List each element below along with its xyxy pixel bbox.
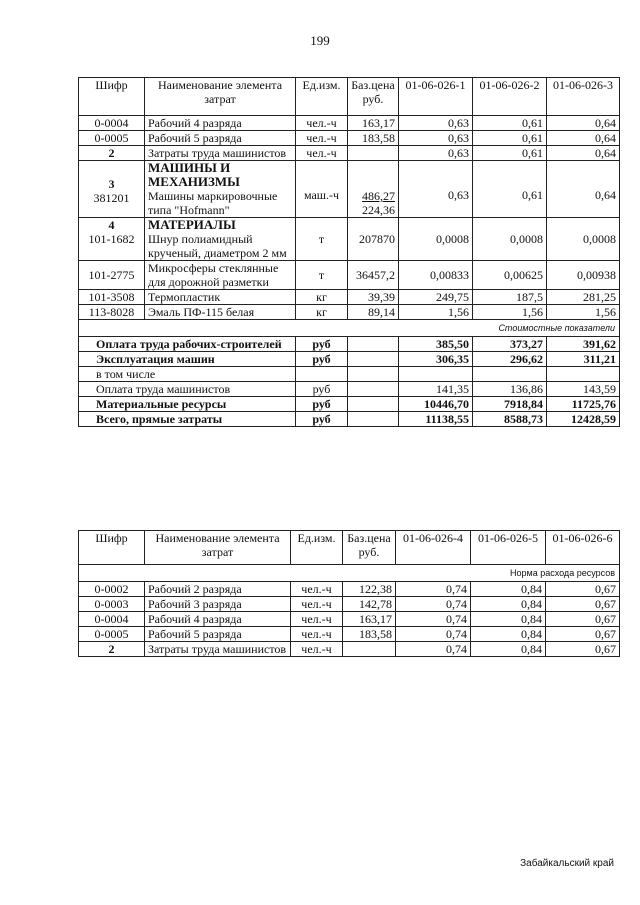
table-row	[79, 146, 620, 161]
summary-empty	[348, 397, 399, 412]
cell-value-3: 0,64	[547, 116, 620, 131]
header-name: Наименование элемента затрат	[145, 78, 296, 116]
cell-value-2: 0,61	[473, 146, 547, 161]
cell-value-1: 0,63	[399, 131, 473, 146]
section-number: 3	[108, 177, 115, 191]
summary-empty	[348, 382, 399, 397]
cell-value-3: 0,67	[546, 597, 620, 612]
cell-price: 163,17	[343, 612, 396, 627]
cell-value-3: 0,67	[546, 642, 620, 657]
cell-name: Машины маркировочные типа "Hofmann"	[148, 189, 278, 217]
cell-unit: чел.-ч	[296, 146, 348, 161]
summary-unit: руб	[296, 397, 348, 412]
cell-price: 163,17	[348, 116, 399, 131]
section-code	[79, 218, 145, 261]
cell-name: Рабочий 4 разряда	[145, 612, 291, 627]
cell-code: 0-0005	[79, 131, 145, 146]
cell-value-2: 0,61	[473, 116, 547, 131]
cell-unit: чел.-ч	[296, 116, 348, 131]
table-row	[79, 627, 620, 642]
header-col-6: 01-06-026-6	[546, 531, 620, 565]
cell-price: 36457,2	[348, 261, 399, 290]
norm-note-row	[79, 565, 620, 582]
summary-name: в том числе	[79, 367, 296, 382]
summary-value-3: 11725,76	[547, 397, 620, 412]
header-col-3: 01-06-026-3	[547, 78, 620, 116]
cell-price: 39,39	[348, 290, 399, 305]
cell-name: Рабочий 3 разряда	[145, 597, 291, 612]
cell-code: 0-0002	[79, 582, 145, 597]
cell-value-1: 0,63	[399, 161, 473, 218]
resource-table-1	[78, 77, 620, 427]
cost-note-row	[79, 320, 620, 337]
header-col-5: 01-06-026-5	[471, 531, 546, 565]
cell-code: 101-3508	[79, 290, 145, 305]
cell-value-3: 0,00938	[547, 261, 620, 290]
region-footer: Забайкальский край	[520, 858, 614, 869]
cell-price: 183,58	[348, 131, 399, 146]
summary-value-3: 143,59	[547, 382, 620, 397]
cell-value-2: 0,84	[471, 627, 546, 642]
price-top: 486,27	[362, 189, 395, 203]
cell-unit: т	[296, 261, 348, 290]
summary-row	[79, 367, 620, 382]
cell-value-2: 0,84	[471, 612, 546, 627]
cell-code: 0-0004	[79, 116, 145, 131]
header-col-2: 01-06-026-2	[473, 78, 547, 116]
summary-name: Оплата труда машинистов	[79, 382, 296, 397]
summary-unit: руб	[296, 382, 348, 397]
cell-value-3: 0,67	[546, 612, 620, 627]
cell-value-3: 0,64	[547, 146, 620, 161]
table-row	[79, 261, 620, 290]
summary-value-2: 7918,84	[473, 397, 547, 412]
cell-name: Затраты труда машинистов	[145, 642, 291, 657]
cell-value-2: 0,00625	[473, 261, 547, 290]
summary-value-1: 306,35	[399, 352, 473, 367]
cell-value-2: 0,61	[473, 161, 547, 218]
summary-empty	[348, 367, 399, 382]
summary-unit: руб	[296, 412, 348, 427]
summary-row	[79, 397, 620, 412]
summary-unit: руб	[296, 352, 348, 367]
header-col-1: 01-06-026-1	[399, 78, 473, 116]
cell-value-1: 0,63	[399, 116, 473, 131]
summary-value-1: 11138,55	[399, 412, 473, 427]
cell-unit: чел.-ч	[291, 642, 343, 657]
summary-value-3: 12428,59	[547, 412, 620, 427]
cell-price: 142,78	[343, 597, 396, 612]
summary-value-1: 10446,70	[399, 397, 473, 412]
section-row-machines	[79, 161, 620, 218]
table-row	[79, 305, 620, 320]
cell-value-1: 0,63	[399, 146, 473, 161]
table-row	[79, 131, 620, 146]
summary-value-1: 385,50	[399, 337, 473, 352]
cell-code: 0-0003	[79, 597, 145, 612]
cell-value-3: 0,67	[546, 582, 620, 597]
header-price: Баз.цена руб.	[348, 78, 399, 116]
cell-value-1: 0,74	[396, 627, 471, 642]
summary-row	[79, 337, 620, 352]
section-title: МАШИНЫ И МЕХАНИЗМЫ	[148, 160, 240, 189]
cell-unit: чел.-ч	[291, 612, 343, 627]
cost-indicators-label: Стоимостные показатели	[79, 320, 620, 337]
summary-value-3	[547, 367, 620, 382]
section-title: МАТЕРИАЛЫ	[148, 217, 236, 232]
table-header-row	[79, 531, 620, 565]
cell-name: Рабочий 4 разряда	[145, 116, 296, 131]
cell-code: 0-0005	[79, 627, 145, 642]
header-unit: Ед.изм.	[291, 531, 343, 565]
summary-row	[79, 382, 620, 397]
summary-value-2	[473, 367, 547, 382]
cell-name: Рабочий 5 разряда	[145, 627, 291, 642]
cell-code: 381201	[93, 191, 130, 205]
summary-unit: руб	[296, 337, 348, 352]
cell-code: 113-8028	[79, 305, 145, 320]
cell-name: Эмаль ПФ-115 белая	[145, 305, 296, 320]
header-code: Шифр	[79, 531, 145, 565]
cell-code: 2	[79, 642, 145, 657]
cell-value-3: 0,67	[546, 627, 620, 642]
cell-value-1: 0,0008	[399, 218, 473, 261]
cell-value-3: 0,64	[547, 131, 620, 146]
cell-value-3: 1,56	[547, 305, 620, 320]
cell-name: Затраты труда машинистов	[145, 146, 296, 161]
cell-value-3: 0,64	[547, 161, 620, 218]
cell-value-2: 0,84	[471, 582, 546, 597]
summary-value-2: 8588,73	[473, 412, 547, 427]
table-row	[79, 290, 620, 305]
cell-value-1: 1,56	[399, 305, 473, 320]
cell-value-2: 0,84	[471, 597, 546, 612]
cell-name: Шнур полиамидный крученый, диаметром 2 мм	[148, 232, 287, 260]
cell-name: Термопластик	[145, 290, 296, 305]
summary-name: Оплата труда рабочих-строителей	[79, 337, 296, 352]
summary-empty	[348, 412, 399, 427]
cell-value-1: 0,74	[396, 612, 471, 627]
cell-price: 122,38	[343, 582, 396, 597]
summary-value-2: 136,86	[473, 382, 547, 397]
resource-table-2	[78, 530, 620, 657]
summary-value-3: 391,62	[547, 337, 620, 352]
cell-unit: т	[296, 218, 348, 261]
section-cell	[145, 218, 296, 261]
cell-code: 2	[79, 146, 145, 161]
header-price: Баз.цена руб.	[343, 531, 396, 565]
cell-value-1: 0,00833	[399, 261, 473, 290]
cell-value-2: 0,0008	[473, 218, 547, 261]
summary-value-2: 373,27	[473, 337, 547, 352]
cell-code: 101-2775	[79, 261, 145, 290]
summary-name: Материальные ресурсы	[79, 397, 296, 412]
section-number: 4	[108, 218, 115, 232]
cell-unit: маш.-ч	[296, 161, 348, 218]
summary-value-1: 141,35	[399, 382, 473, 397]
summary-value-1	[399, 367, 473, 382]
cell-value-2: 187,5	[473, 290, 547, 305]
cell-unit: чел.-ч	[291, 597, 343, 612]
table-header-row	[79, 78, 620, 116]
table-row	[79, 582, 620, 597]
cell-price	[343, 642, 396, 657]
cell-price: 183,58	[343, 627, 396, 642]
table-row	[79, 612, 620, 627]
cell-value-1: 249,75	[399, 290, 473, 305]
cell-unit: чел.-ч	[291, 582, 343, 597]
summary-row	[79, 352, 620, 367]
resource-norm-label: Норма расхода ресурсов	[79, 565, 620, 582]
summary-name: Всего, прямые затраты	[79, 412, 296, 427]
summary-unit	[296, 367, 348, 382]
cell-code: 0-0004	[79, 612, 145, 627]
cell-price	[348, 161, 399, 218]
table-row	[79, 597, 620, 612]
cell-value-1: 0,74	[396, 597, 471, 612]
section-code	[79, 161, 145, 218]
cell-name: Микросферы стеклянные для дорожной разметки	[145, 261, 296, 290]
cell-value-3: 281,25	[547, 290, 620, 305]
cell-price	[348, 146, 399, 161]
header-unit: Ед.изм.	[296, 78, 348, 116]
summary-value-3: 311,21	[547, 352, 620, 367]
cell-value-2: 0,61	[473, 131, 547, 146]
summary-value-2: 296,62	[473, 352, 547, 367]
cell-name: Рабочий 5 разряда	[145, 131, 296, 146]
cell-name: Рабочий 2 разряда	[145, 582, 291, 597]
header-col-4: 01-06-026-4	[396, 531, 471, 565]
cell-value-2: 1,56	[473, 305, 547, 320]
summary-empty	[348, 337, 399, 352]
cell-value-1: 0,74	[396, 642, 471, 657]
header-code: Шифр	[79, 78, 145, 116]
cell-unit: кг	[296, 305, 348, 320]
page-number: 199	[310, 33, 330, 48]
section-cell	[145, 161, 296, 218]
summary-empty	[348, 352, 399, 367]
header-name: Наименование элемента затрат	[145, 531, 291, 565]
cell-value-1: 0,74	[396, 582, 471, 597]
price-bottom: 224,36	[362, 203, 395, 217]
section-row-materials	[79, 218, 620, 261]
table-row	[79, 116, 620, 131]
summary-name: Эксплуатация машин	[79, 352, 296, 367]
cell-price: 207870	[348, 218, 399, 261]
cell-unit: чел.-ч	[291, 627, 343, 642]
cell-unit: чел.-ч	[296, 131, 348, 146]
cell-unit: кг	[296, 290, 348, 305]
summary-row	[79, 412, 620, 427]
cell-code: 101-1682	[88, 232, 135, 246]
cell-price: 89,14	[348, 305, 399, 320]
cell-value-3: 0,0008	[547, 218, 620, 261]
cell-value-2: 0,84	[471, 642, 546, 657]
table-row	[79, 642, 620, 657]
